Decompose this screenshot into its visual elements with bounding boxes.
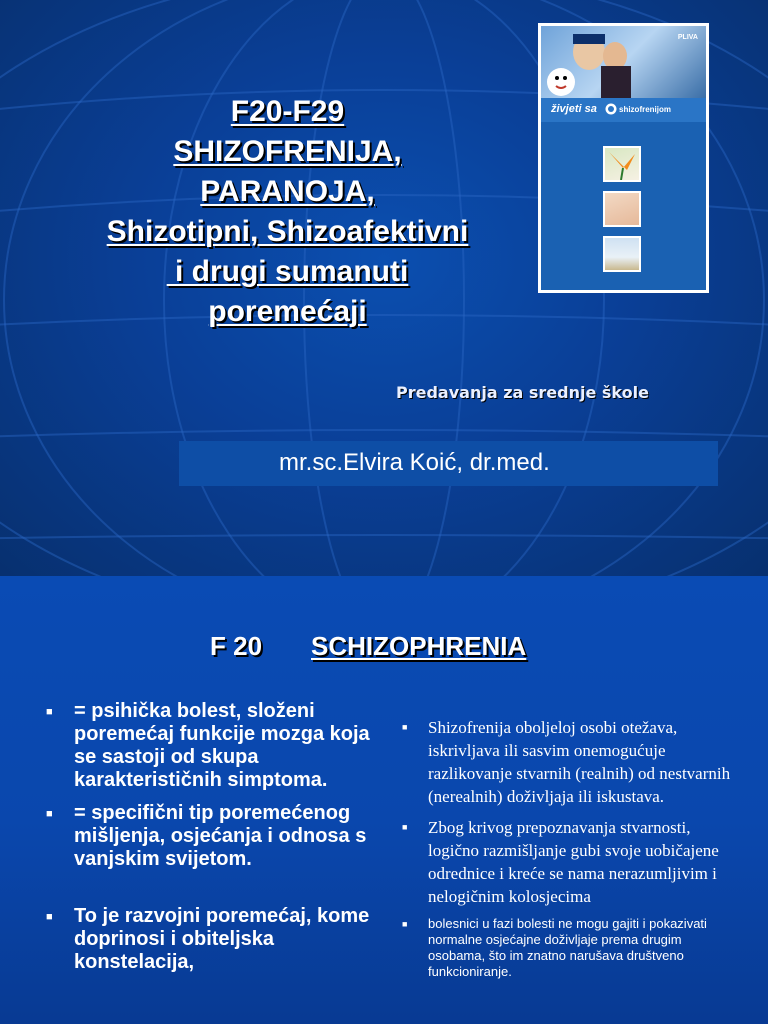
title-line: SHIZOFRENIJA,	[173, 135, 402, 168]
list-item: ■ To je razvojni poremećaj, kome doprinosi i obiteljska konstelacija,	[46, 905, 370, 973]
hands-photo-tile	[603, 191, 641, 227]
author-box	[179, 441, 718, 486]
bullet-icon: ■	[402, 822, 408, 832]
subtitle: Predavanja za srednje škole	[396, 383, 649, 402]
list-item: ■ Zbog krivog prepoznavanja stvarnosti, logično razmišljanje gubi svoje uobičajene odrednice i kreće se nama nerazumljivim i nelogičnim kolosjecima	[402, 818, 719, 906]
slide-title	[60, 92, 515, 332]
flower-photo-tile	[603, 146, 641, 182]
title-line: poremećaji	[208, 295, 367, 328]
bullet-icon: ■	[46, 808, 53, 820]
book-cover-image	[538, 23, 709, 293]
left-bullet-list	[46, 700, 376, 984]
cover-title-part1: živjeti sa	[551, 103, 597, 115]
list-item: ■ bolesnici u fazi bolesti ne mogu gajiti i pokazivati normalne osjećajne doživljaje prema drugim osobama, što im znatno narušava društveno funkcioniranje.	[402, 916, 707, 979]
title-line: Shizotipni, Shizoafektivni	[106, 215, 469, 248]
diagnosis-name: SCHIZOPHRENIA	[311, 631, 527, 661]
bullet-icon: ■	[402, 722, 408, 732]
list-item: ■ = psihička bolest, složeni poremećaj funkcije mozga koja se sastoji od skupa karakterističnih simptoma.	[46, 700, 370, 791]
bullet-icon: ■	[402, 919, 408, 929]
title-line: PARANOJA,	[200, 175, 375, 208]
list-item: ■ = specifični tip poremećenog mišljenja, osjećanja i odnosa s vanjskim svijetom.	[46, 802, 367, 870]
brand-logo: PLIVA	[677, 34, 698, 41]
cover-logo-icon	[605, 103, 617, 115]
landscape-photo-tile	[603, 236, 641, 272]
author-name: mr.sc.Elvira Koić, dr.med.	[279, 449, 550, 476]
cover-title-band	[541, 98, 706, 122]
title-line: F20-F29	[230, 95, 345, 128]
title-line: i drugi sumanuti	[166, 255, 409, 288]
cover-title-part2: shizofrenijom	[619, 105, 672, 114]
bullet-icon: ■	[46, 911, 53, 923]
bullet-icon: ■	[46, 706, 53, 718]
right-bullet-list	[402, 716, 732, 988]
diagnosis-code: F 20	[210, 631, 263, 661]
schizophrenia-slide	[0, 576, 768, 1024]
list-item: ■ Shizofrenija oboljeloj osobi otežava, iskrivljava ili sasvim onemogućuje razlikovanje stvarnih (realnih) od nestvarnih (nerealnih) doživljaja ili iskustava.	[402, 718, 731, 806]
